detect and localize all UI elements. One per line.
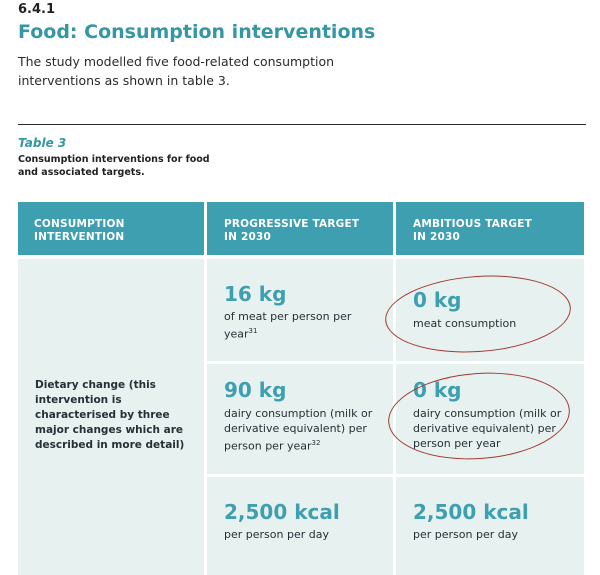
ambitious-cell-kcal [396, 477, 584, 575]
ambitious-value: 2,500 kcal [413, 500, 529, 524]
progressive-value: 2,500 kcal [224, 500, 340, 524]
ambitious-cell-dairy [396, 364, 584, 474]
header-ambitious-target [396, 202, 584, 255]
section-title: Food: Consumption interventions [18, 21, 376, 43]
header-line: IN 2030 [224, 231, 271, 243]
header-progressive-target [207, 202, 393, 255]
header-line: AMBITIOUS TARGET [413, 218, 532, 230]
ambitious-cell-meat [396, 259, 584, 361]
section-intro: The study modelled five food-related consumption interventions as shown in table 3. [18, 54, 335, 88]
progressive-value: 16 kg [224, 282, 287, 306]
footnote-ref: 31 [248, 327, 258, 335]
section-number: 6.4.1 [18, 2, 56, 17]
progressive-cell-kcal [207, 477, 393, 575]
progressive-desc [224, 406, 382, 454]
progressive-cell-dairy [207, 364, 393, 474]
ambitious-desc: meat consumption [413, 317, 517, 330]
header-line: INTERVENTION [34, 231, 125, 243]
table-caption: Consumption interventions for food and associated targets. [18, 154, 210, 178]
table-label: Table 3 [18, 136, 67, 150]
desc-text: dairy consumption (milk or derivative equivalent) per person per year [224, 407, 373, 453]
progressive-desc [224, 309, 384, 342]
ambitious-desc: dairy consumption (milk or derivative equivalent) per person per year [413, 407, 562, 450]
header-line: CONSUMPTION [34, 218, 125, 230]
progressive-cell-meat [207, 259, 393, 361]
header-consumption-intervention [18, 202, 204, 255]
divider [18, 124, 586, 125]
header-line: PROGRESSIVE TARGET [224, 218, 360, 230]
header-line: IN 2030 [413, 231, 460, 243]
ambitious-desc: per person per day [413, 528, 518, 541]
progressive-value: 90 kg [224, 378, 287, 402]
desc-text: of meat per person per year [224, 310, 352, 341]
intervention-cell [18, 259, 204, 575]
ambitious-value: 0 kg [413, 378, 462, 402]
intervention-text: Dietary change (this intervention is characterised by three major changes which are described in more detail) [35, 379, 185, 451]
footnote-ref: 32 [311, 439, 321, 447]
progressive-desc: per person per day [224, 528, 329, 541]
ambitious-value: 0 kg [413, 288, 462, 312]
